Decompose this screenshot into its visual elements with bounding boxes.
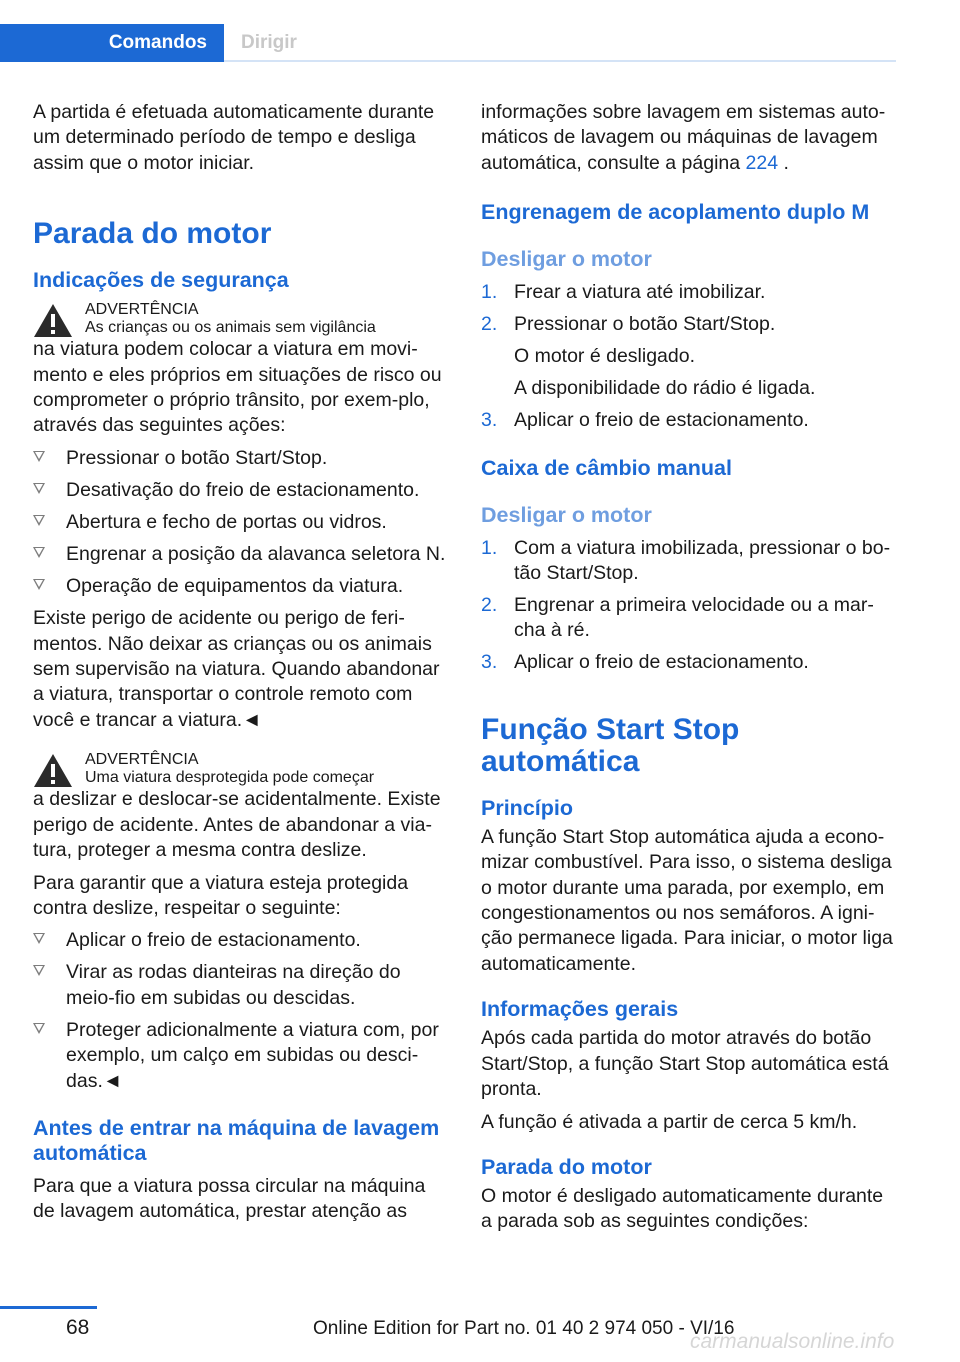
warning-title: ADVERTÊNCIA	[85, 301, 199, 319]
steps-list-dct	[481, 280, 895, 433]
triangle-bullet-icon	[33, 933, 45, 944]
right-column	[481, 100, 895, 1242]
list-item: 1. Com a viatura imobilizada, pressionar o bo‐tão Start/Stop.	[481, 536, 891, 585]
list-item: Operação de equipamentos da viatura.	[33, 574, 447, 599]
steps-list-manual	[481, 536, 895, 676]
footer-accent-line	[0, 1306, 97, 1309]
warning-instruction: Para garantir que a viatura esteja protegida contra deslize, respeitar o seguinte:	[33, 871, 409, 919]
section-title-start-stop: Função Start Stop automática	[481, 712, 740, 778]
subsection-safety: Indicações de segurança	[33, 268, 289, 293]
warning-block-2	[33, 751, 447, 787]
section-title-parada: Parada do motor	[33, 217, 272, 251]
intro-paragraph: A partida é efetuada automaticamente durante um determinado período de tempo e desliga assim que o motor iniciar.	[33, 101, 435, 174]
subsection-general-info: Informações gerais	[481, 997, 679, 1022]
warning-triangle-icon	[33, 753, 73, 788]
warning-title: ADVERTÊNCIA	[85, 751, 199, 769]
list-item: Abertura e fecho de portas ou vidros.	[33, 510, 447, 535]
subsection-principle: Princípio	[481, 795, 573, 820]
page-number: 68	[66, 1316, 90, 1339]
triangle-bullet-icon	[33, 515, 45, 526]
watermark: carmanualsonline.info	[690, 1330, 895, 1353]
principle-paragraph: A função Start Stop automática ajuda a econo‐mizar combustível. Para isso, o sistema desliga o motor durante uma parada, por exemplo, em congestionamentos ou nos semáforos. A igni‐ção permanece ligada. Para iniciar, o motor liga automaticamente.	[481, 825, 893, 975]
triangle-bullet-icon	[33, 965, 45, 976]
triangle-bullet-icon	[33, 483, 45, 494]
list-item: Aplicar o freio de estacionamento.	[33, 928, 447, 953]
edition-footer: Online Edition for Part no. 01 40 2 974 050 - VI/16	[313, 1318, 735, 1339]
subsection-car-wash: Antes de entrar na máquina de lavagem automática	[33, 1115, 440, 1165]
left-column	[33, 100, 447, 1232]
chapter-tabs	[0, 24, 896, 62]
subsection-dct: Engrenagem de acoplamento duplo M	[481, 200, 870, 225]
car-wash-continued: informações sobre lavagem em sistemas auto‐máticos de lavagem ou máquinas de lavagem automática, consulte a página 224 .	[481, 101, 886, 174]
triangle-bullet-icon	[33, 579, 45, 590]
list-item: 2. Engrenar a primeira velocidade ou a mar‐cha à ré.	[481, 594, 874, 642]
tab-comandos[interactable]: Comandos	[0, 24, 224, 62]
list-item: 3. Aplicar o freio de estacionamento.	[481, 409, 809, 432]
engine-stop-paragraph: O motor é desligado automaticamente durante a parada sob as seguintes condições:	[481, 1184, 884, 1233]
list-item: 1. Frear a viatura até imobilizar.	[481, 281, 766, 304]
list-item: Pressionar o botão Start/Stop.	[33, 446, 447, 471]
subsection-engine-stop: Parada do motor	[481, 1154, 652, 1179]
list-item: 2. Pressionar o botão Start/Stop. O motor é desligado. A disponibilidade do rádio é ligada.	[481, 313, 816, 400]
bullet-list-actions	[33, 446, 447, 599]
car-wash-paragraph: Para que a viatura possa circular na máquina de lavagem automática, prestar atenção as	[33, 1174, 426, 1223]
warning-first-line: As crianças ou os animais sem vigilância	[85, 319, 376, 337]
warning-first-line: Uma viatura desprotegida pode começar	[85, 769, 375, 787]
list-item: Engrenar a posição da alavanca seletora N.	[33, 542, 447, 567]
tab-underline	[224, 60, 896, 62]
triangle-bullet-icon	[33, 547, 45, 558]
bullet-list-protection	[33, 928, 447, 1094]
warning-body: a deslizar e deslocar-se acidentalmente. Existe perigo de acidente. Antes de abandonar a via‐tura, proteger a mesma contra deslize.	[33, 788, 441, 862]
list-item: 3. Aplicar o freio de estacionamento.	[481, 651, 809, 674]
list-item: Proteger adicionalmente a viatura com, por exemplo, um calço em subidas ou desci‐das.◄	[33, 1018, 447, 1094]
subsection-engine-off-2: Desligar o motor	[481, 502, 652, 527]
list-item: Desativação do freio de estacionamento.	[33, 478, 447, 503]
tab-dirigir[interactable]: Dirigir	[241, 32, 297, 53]
info-paragraph-1: Após cada partida do motor através do botão Start/Stop, a função Start Stop automática está pronta.	[481, 1027, 889, 1101]
info-paragraph-2: A função é ativada a partir de cerca 5 km/h.	[481, 1110, 858, 1133]
warning-triangle-icon	[33, 303, 73, 338]
warning-block-1	[33, 301, 447, 337]
subsection-manual-gearbox: Caixa de câmbio manual	[481, 455, 732, 480]
subsection-engine-off-1: Desligar o motor	[481, 247, 652, 272]
page-link-224[interactable]: 224	[745, 151, 779, 174]
triangle-bullet-icon	[33, 1023, 45, 1034]
warning-conclusion: Existe perigo de acidente ou perigo de feri‐mentos. Não deixar as crianças ou os animais sem supervisão na viatura. Quando abandonar a viatura, transportar o controle remoto com você e trancar a viatura.◄	[33, 607, 440, 731]
list-item: Virar as rodas dianteiras na direção do meio-fio em subidas ou descidas.	[33, 960, 447, 1011]
warning-body: na viatura podem colocar a viatura em movi‐mento e eles próprios em situações de risco ou comprometer o próprio trânsito, por exem‐plo, através das seguintes ações:	[33, 338, 442, 437]
triangle-bullet-icon	[33, 451, 45, 462]
